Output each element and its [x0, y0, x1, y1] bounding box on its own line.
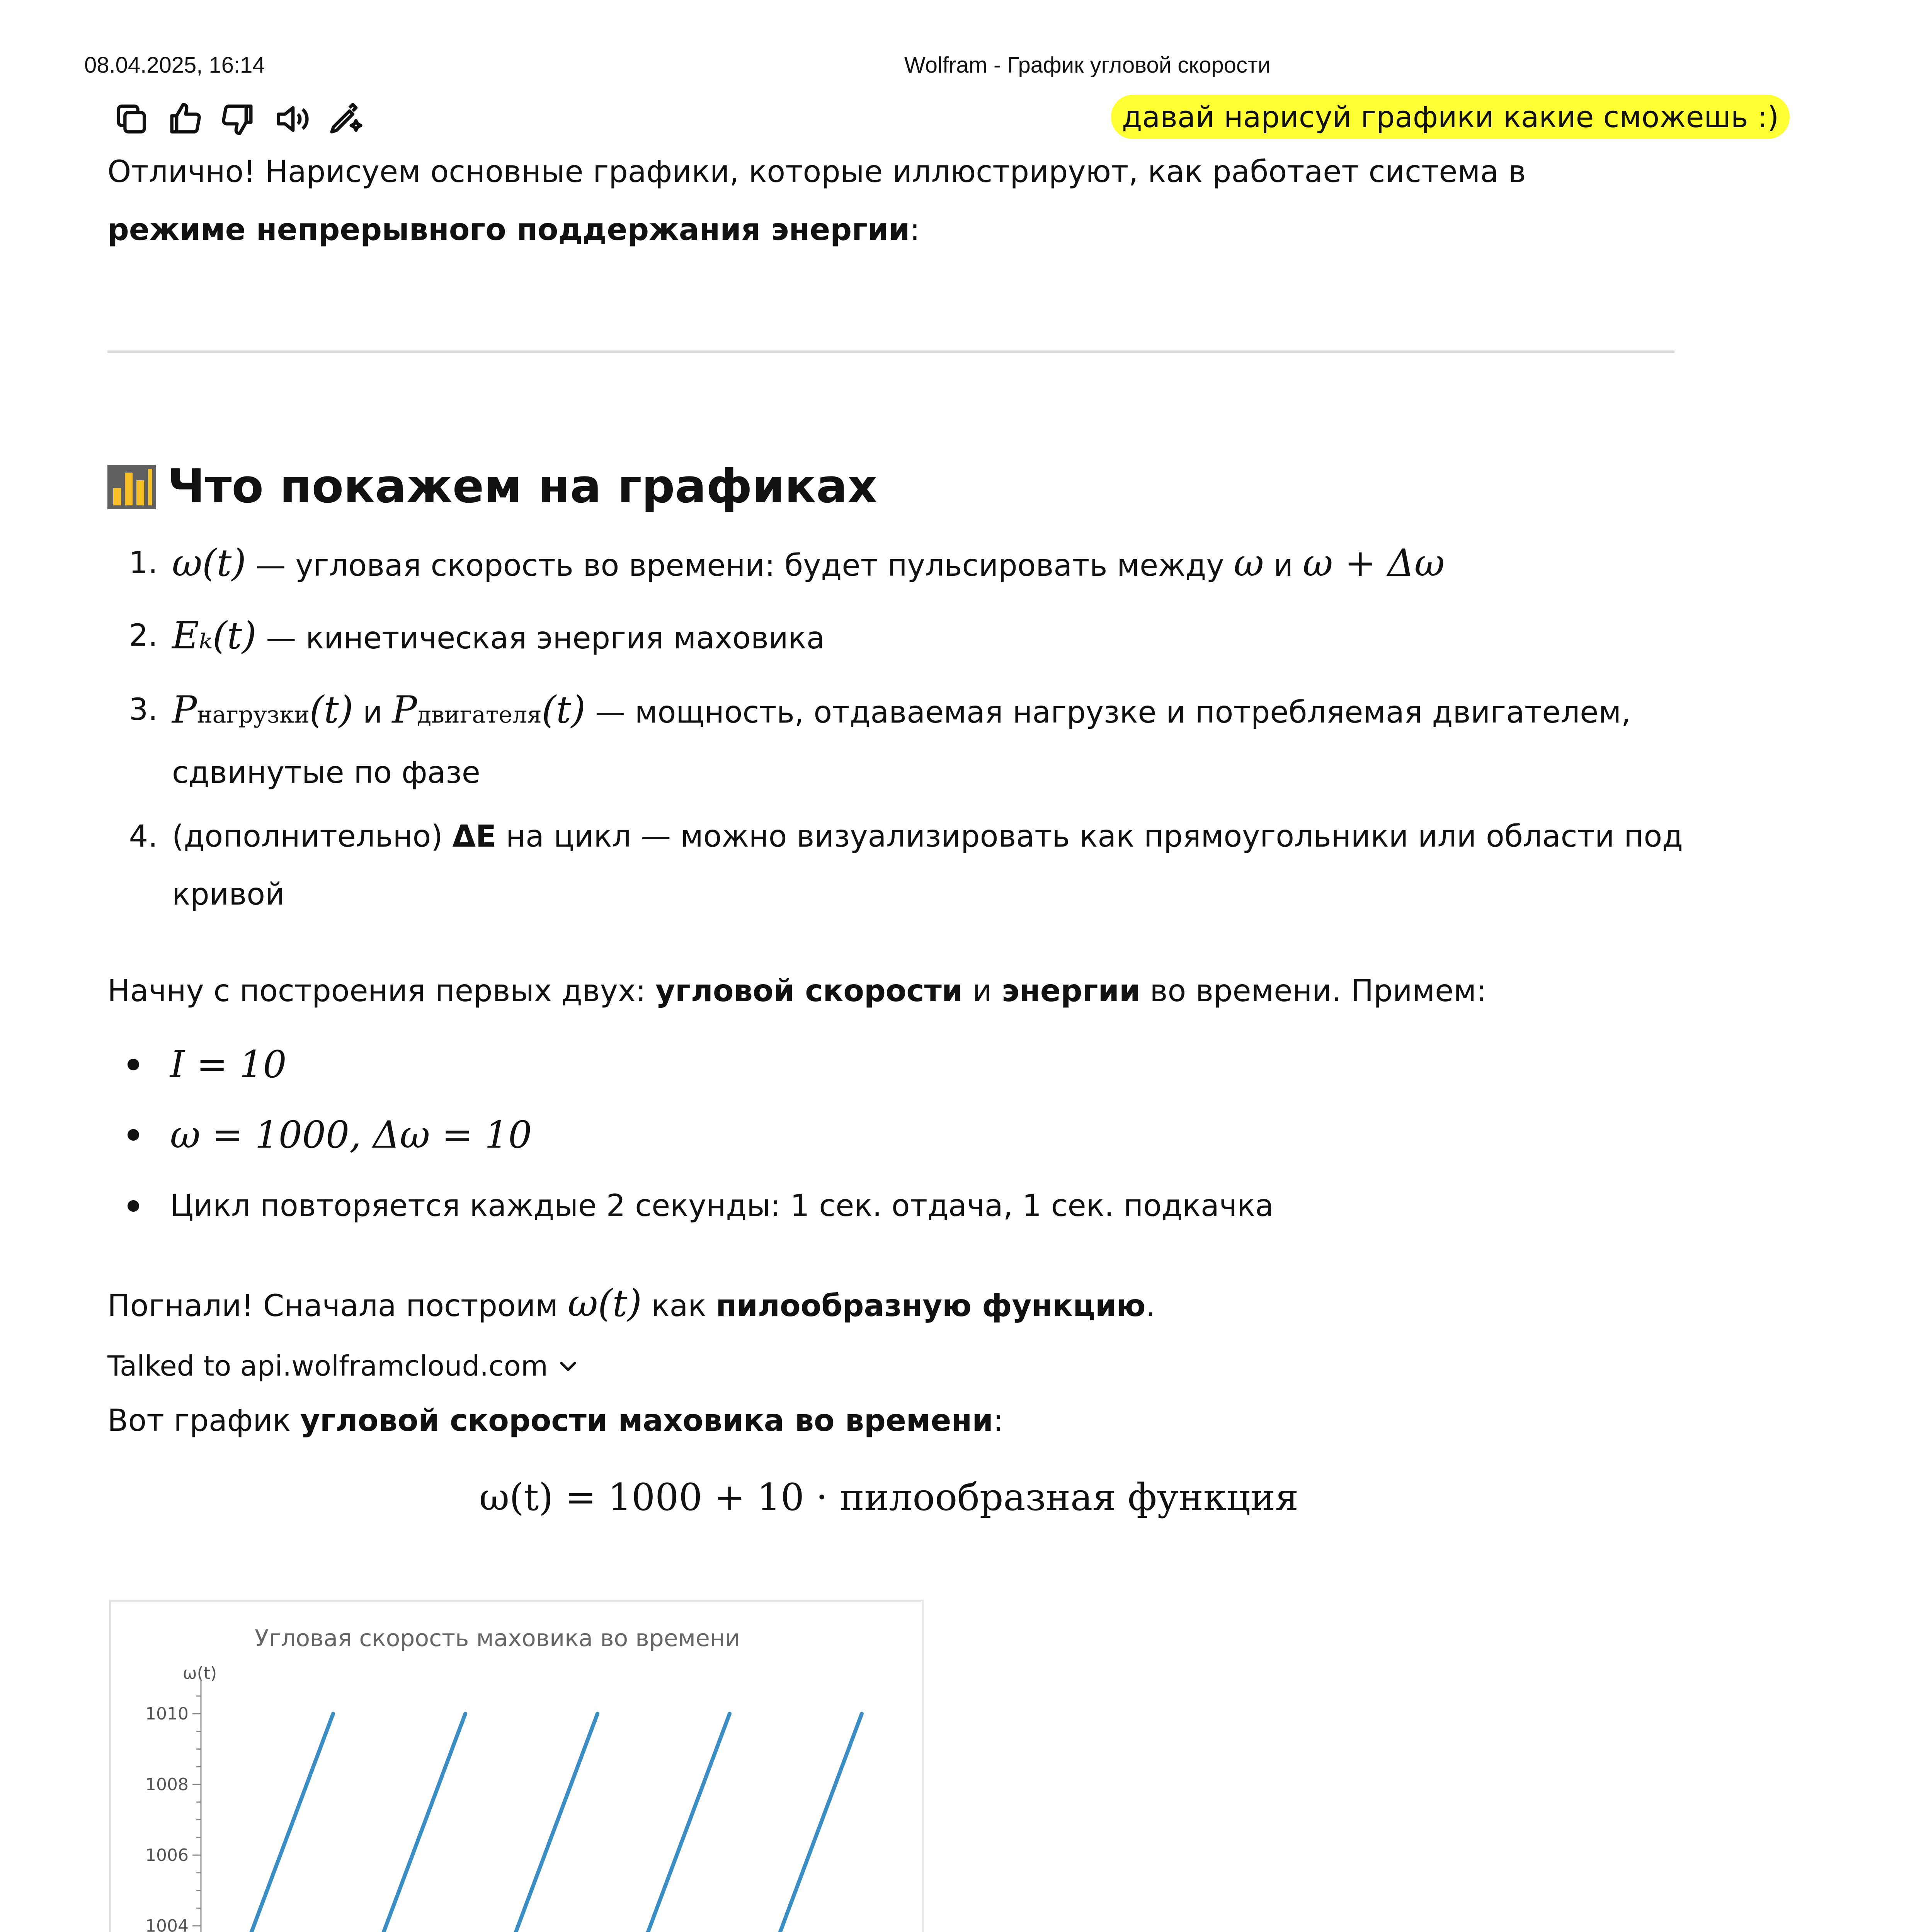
list-text: (дополнительно) [172, 819, 453, 854]
sawtooth-segment [333, 1714, 465, 1932]
tool-call-toggle[interactable] [107, 1345, 580, 1387]
list-text: и [353, 695, 392, 730]
sawtooth-segment [465, 1714, 597, 1932]
list-text: — угловая скорость во времени: будет пульсировать между [246, 548, 1234, 583]
para-text: как [642, 1289, 716, 1323]
list-text: сдвинутые по фазе [172, 755, 480, 790]
list-number: 2. [129, 618, 158, 653]
para-text: Начну с построения первых двух: [107, 974, 656, 1009]
para-bold: угловой скорости [655, 974, 963, 1009]
section-heading-text: Что покажем на графиках [167, 460, 878, 514]
chevron-down-icon [556, 1354, 580, 1378]
omega-math: ω [1234, 541, 1264, 585]
user-message-bubble: давай нарисуй графики какие сможешь :) [1111, 95, 1790, 139]
angular-velocity-chart [109, 1600, 924, 1932]
bullet-text: Цикл повторяется каждые 2 секунды: 1 сек. отдача, 1 сек. подкачка [170, 1189, 1274, 1223]
list-text: на цикл — можно визуализировать как прямоугольники или области под [496, 819, 1683, 854]
list-number: 4. [129, 819, 158, 854]
para-text: : [993, 1403, 1004, 1438]
section-divider [107, 350, 1674, 353]
bar-chart-icon [107, 465, 156, 509]
y-tick-label: 1008 [145, 1775, 189, 1794]
p-load-math: P [172, 688, 197, 731]
edit-icon[interactable] [325, 100, 364, 138]
p-motor-t: (t) [541, 688, 586, 731]
para-text: во времени. Примем: [1140, 974, 1487, 1009]
chart-y-label: ω(t) [182, 1663, 217, 1683]
bullet-item [170, 1177, 1274, 1235]
p-load-t: (t) [309, 688, 354, 731]
omega-delta-math: ω + Δω [1302, 541, 1445, 585]
para-text: и [963, 974, 1002, 1009]
go-paragraph [107, 1274, 1653, 1335]
chart-title: Угловая скорость маховика во времени [254, 1625, 740, 1652]
omega-t-math: ω(t) [567, 1282, 642, 1325]
omega-t-math: ω(t) [172, 541, 246, 585]
bullet-dot [128, 1200, 139, 1212]
p-load-subscript: нагрузки [197, 701, 310, 728]
para-bold: пилообразную функцию [716, 1289, 1146, 1323]
inertia-math: I = 10 [170, 1043, 287, 1086]
sawtooth-segment [597, 1714, 730, 1932]
para-text: Вот график [107, 1403, 301, 1438]
para-bold: энергии [1001, 974, 1140, 1009]
graph1-paragraph [107, 1392, 1653, 1450]
y-tick-label: 1010 [145, 1704, 189, 1724]
read-aloud-icon[interactable] [272, 100, 311, 138]
start-paragraph [107, 962, 1653, 1020]
list-number: 3. [129, 692, 158, 727]
message-toolbar [112, 100, 364, 138]
p-motor-math: P [392, 688, 417, 731]
list-text: и [1264, 548, 1303, 583]
copy-icon[interactable] [112, 100, 151, 138]
bullet-dot [128, 1059, 139, 1070]
list-text: — мощность, отдаваемая нагрузке и потребляемая двигателем, [585, 695, 1631, 730]
thumbs-up-icon[interactable] [165, 100, 204, 138]
energy-math: Eₖ(t) [172, 614, 257, 657]
bullet-item [170, 1106, 532, 1167]
intro-bold: режиме непрерывного поддержания энергии [107, 213, 910, 247]
list-text: — кинетическая энергия маховика [256, 621, 825, 656]
y-tick-label: 1004 [145, 1916, 189, 1932]
sawtooth-segment [730, 1714, 862, 1932]
intro-text: Отлично! Нарисуем основные графики, которые иллюстрируют, как работает система в [107, 155, 1526, 189]
intro-paragraph [107, 143, 1615, 259]
bullet-dot [128, 1129, 139, 1141]
print-title: Wolfram - График угловой скорости [904, 53, 1270, 78]
para-bold: угловой скорости маховика во времени [300, 1403, 993, 1438]
display-formula [0, 1468, 1778, 1526]
omega-formula: ω(t) = 1000 + 10 · пилообразная функция [479, 1476, 1299, 1519]
intro-end: : [910, 213, 920, 247]
chart-series [201, 1714, 862, 1932]
y-tick-label: 1006 [145, 1845, 189, 1865]
p-motor-subscript: двигателя [417, 701, 542, 728]
sawtooth-segment [201, 1714, 333, 1932]
print-datetime: 08.04.2025, 16:14 [84, 53, 265, 78]
list-bold: ΔE [452, 819, 497, 854]
para-text: . [1145, 1289, 1155, 1323]
list-text: кривой [172, 877, 285, 912]
para-text: Погнали! Сначала построим [107, 1289, 568, 1323]
section-heading [107, 448, 877, 526]
chart-axes [145, 1679, 875, 1932]
tool-call-label: Talked to api.wolframcloud.com [107, 1350, 548, 1382]
omega-values-math: ω = 1000, Δω = 10 [170, 1113, 532, 1156]
thumbs-down-icon[interactable] [219, 100, 257, 138]
chart-svg [111, 1602, 922, 1932]
list-number: 1. [129, 546, 158, 580]
bullet-item [170, 1036, 287, 1096]
